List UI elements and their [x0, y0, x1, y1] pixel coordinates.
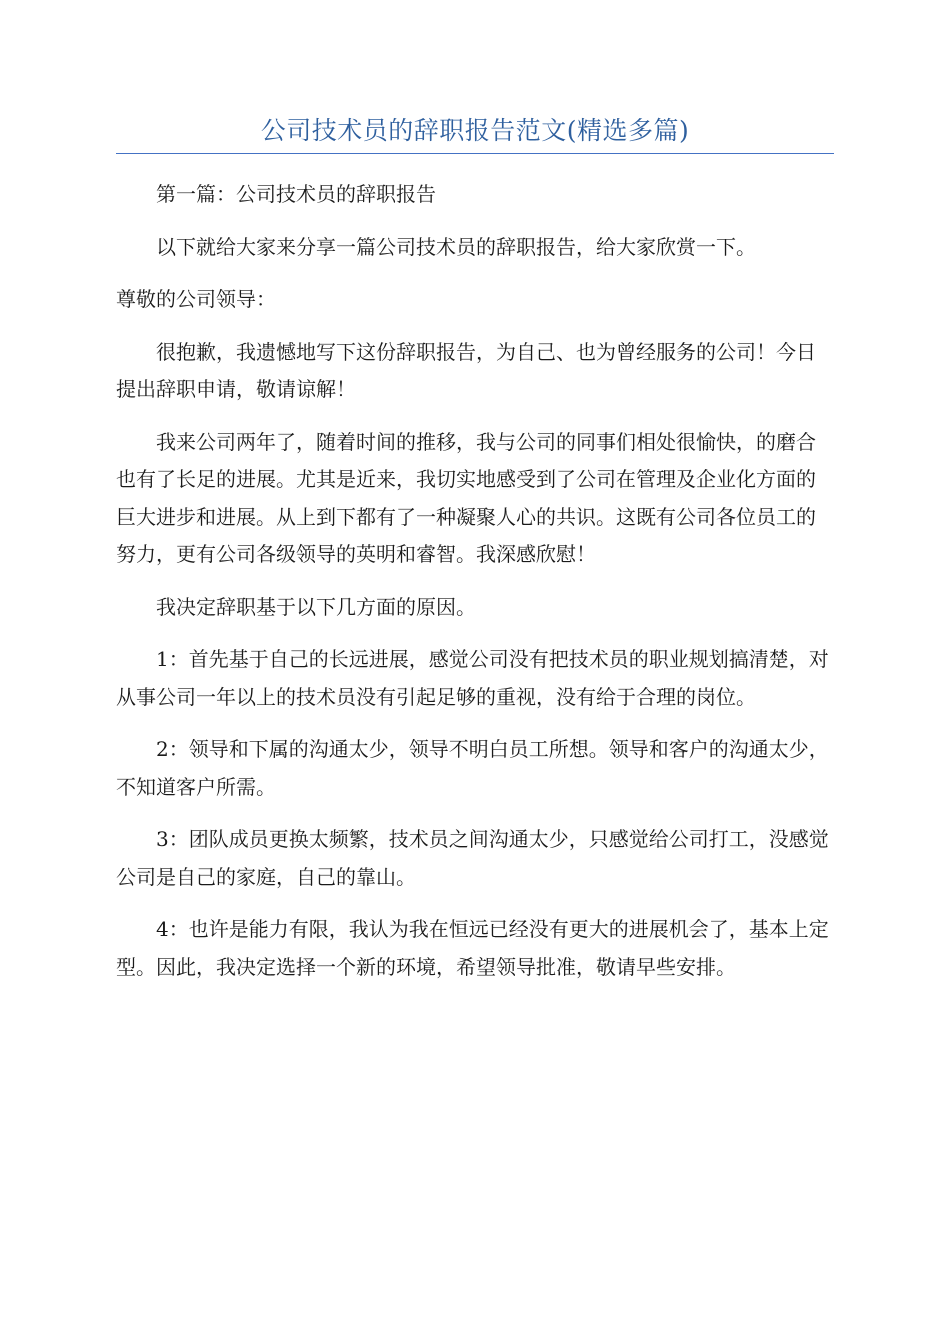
paragraph-salutation: 尊敬的公司领导：	[116, 287, 276, 311]
paragraph-reason-1: 1：首先基于自己的长远进展，感觉公司没有把技术员的职业规划搞清楚，对从事公司一年以上的技术员没有引起足够的重视，没有给于合理的岗位。	[116, 647, 829, 709]
paragraph-reason-4: 4：也许是能力有限，我认为我在恒远已经没有更大的进展机会了，基本上定型。因此，我决定选择一个新的环境，希望领导批准，敬请早些安排。	[116, 917, 829, 979]
paragraph-intro: 以下就给大家来分享一篇公司技术员的辞职报告，给大家欣赏一下。	[156, 234, 756, 259]
document-body	[116, 176, 834, 1001]
document-title: 公司技术员的辞职报告范文(精选多篇)	[260, 116, 690, 145]
paragraph-background: 我来公司两年了，随着时间的推移，我与公司的同事们相处很愉快，的磨合也有了长足的进展。尤其是近来，我切实地感受到了公司在管理及企业化方面的巨大进步和进展。从上到下都有了一种凝聚人心的共识。这既有公司各位员工的努力，更有公司各级领导的英明和睿智。我深感欣慰！	[116, 429, 816, 566]
paragraph-chapter-heading: 第一篇：公司技术员的辞职报告	[156, 182, 436, 206]
paragraph-reason-3: 3：团队成员更换太频繁，技术员之间沟通太少，只感觉给公司打工，没感觉公司是自己的家庭，自己的靠山。	[116, 827, 829, 889]
paragraph-reasons-intro: 我决定辞职基于以下几方面的原因。	[156, 594, 476, 619]
paragraph-reason-2: 2：领导和下属的沟通太少，领导不明白员工所想。领导和客户的沟通太少，不知道客户所需。	[116, 737, 829, 799]
title-underline	[116, 153, 834, 154]
paragraph-apology: 很抱歉，我遗憾地写下这份辞职报告，为自己、也为曾经服务的公司！今日提出辞职申请，敬请谅解！	[116, 339, 816, 401]
